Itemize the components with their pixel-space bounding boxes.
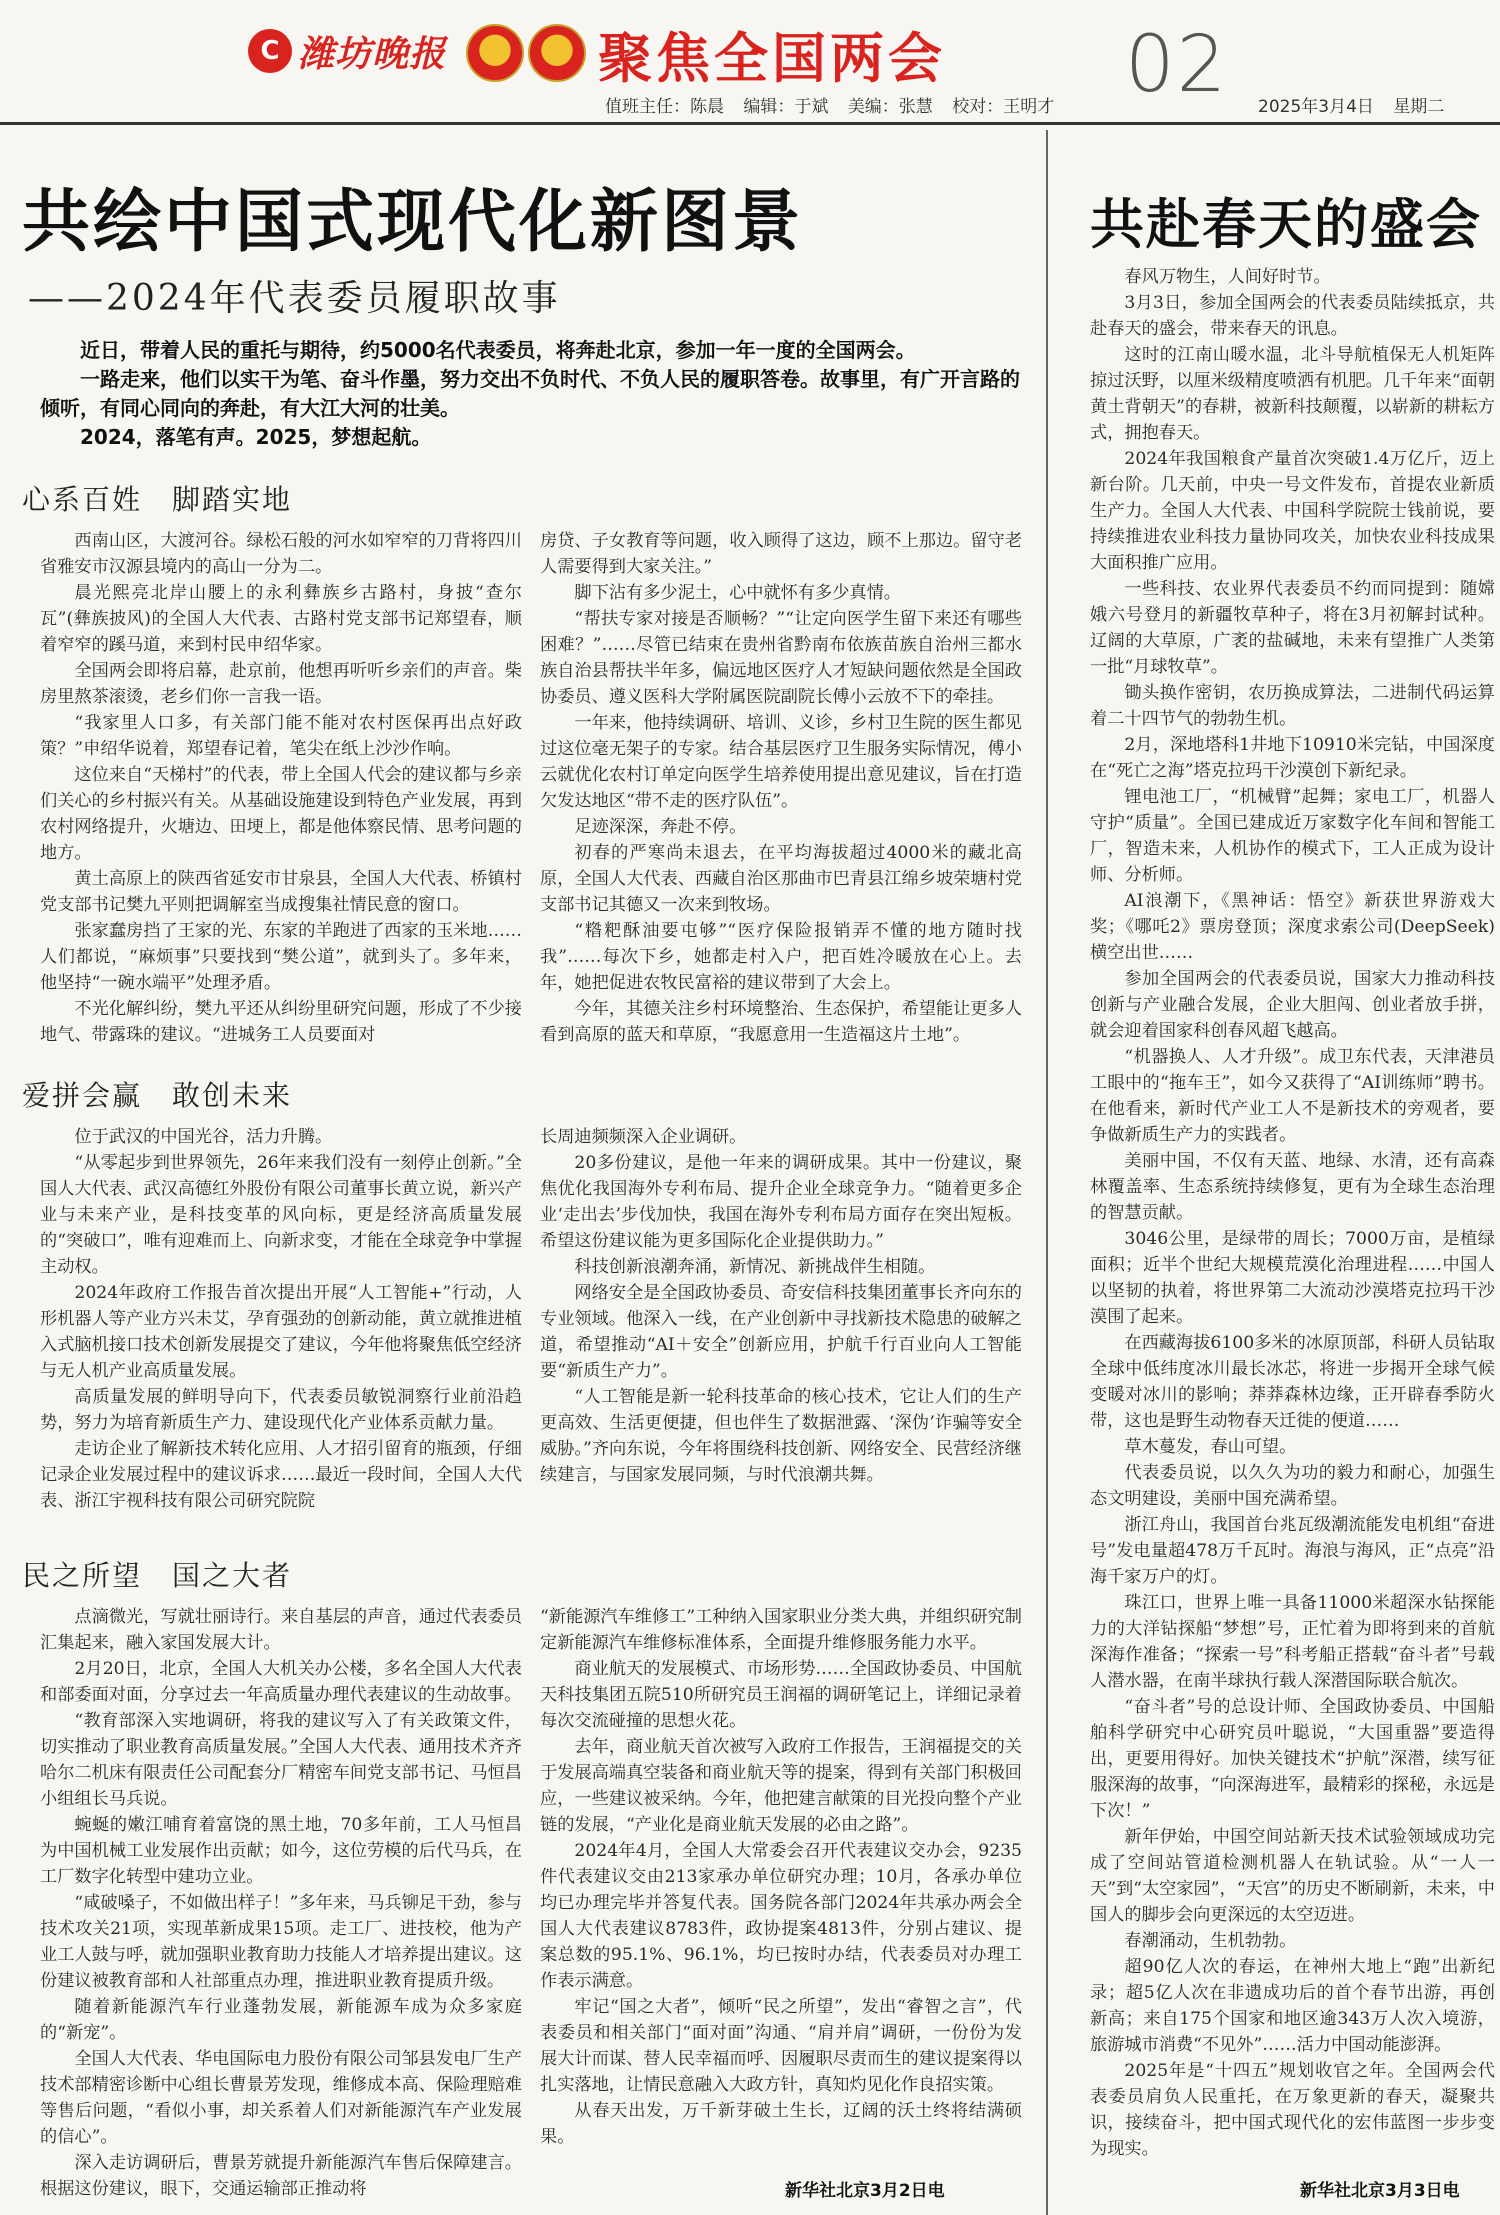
paragraph: 网络安全是全国政协委员、奇安信科技集团董事长齐向东的专业领域。他深入一线，在产业创新中寻找新技术隐患的破解之道，希望推动“AI＋安全”创新应用，护航千行百业向人工智能要“新质生产力”。 <box>540 1283 1022 1381</box>
column-divider <box>1046 130 1048 2215</box>
paragraph: 一些科技、农业界代表委员不约而同提到：随嫦娥六号登月的新疆牧草种子，将在3月初解封试种。辽阔的大草原，广袤的盐碱地，未来有望推广人类第一批“月球牧草”。 <box>1090 579 1495 677</box>
paragraph: 全国人大代表、华电国际电力股份有限公司邹县发电厂生产技术部精密诊断中心组长曹景芳发现，维修成本高、保险理赔难等售后问题，“看似小事，却关系着人们对新能源汽车产业发展的信心”。 <box>40 2049 522 2147</box>
paragraph: 点滴微光，写就壮丽诗行。来自基层的声音，通过代表委员汇集起来，融入家国发展大计。 <box>40 1607 522 1653</box>
paragraph: “奋斗者”号的总设计师、全国政协委员、中国船舶科学研究中心研究员叶聪说，“大国重器”要造得出，更要用得好。加快关键技术“护航”深潜，续写征服深海的故事，“向深海进军，最精彩的探秘，永远是下次！” <box>1090 1697 1495 1821</box>
paragraph: 代表委员说，以久久为功的毅力和耐心，加强生态文明建设，美丽中国充满希望。 <box>1090 1463 1495 1509</box>
paragraph: 初春的严寒尚未退去，在平均海拔超过4000米的藏北高原，全国人大代表、西藏自治区那曲市巴青县江绵乡坡荣塘村党支部书记其德又一次来到牧场。 <box>540 843 1022 915</box>
paragraph: 从春天出发，万千新芽破土生长，辽阔的沃土终将结满硕果。 <box>540 2101 1022 2147</box>
staff-art: 美编：张慧 <box>847 97 933 117</box>
section-title: 聚焦全国两会 <box>598 27 946 90</box>
weekday-text: 星期二 <box>1393 97 1445 117</box>
paragraph: “新能源汽车维修工”工种纳入国家职业分类大典，并组织研究制定新能源汽车维修标准体系，全面提升维修服务能力水平。 <box>540 1607 1022 1653</box>
paragraph: 2024年4月，全国人大常委会召开代表建议交办会，9235件代表建议交由213家承办单位研究办理；10月，各承办单位均已办理完毕并答复代表。国务院各部门2024年共承办两会全国人大代表建议8783件，政协提案4813件，分别占建议、提案总数的95.1%、96.1%，均已按时办结，代表委员对办理工作表示满意。 <box>540 1841 1022 1991</box>
right-story-byline: 新华社北京3月3日电 <box>1300 2181 1460 2201</box>
paragraph: AI浪潮下，《黑神话：悟空》新获世界游戏大奖；《哪吒2》票房登顶；深度求索公司(DeepSeek)横空出世…… <box>1090 891 1495 963</box>
paragraph: 2月20日，北京，全国人大机关办公楼，多名全国人大代表和部委面对面，分享过去一年高质量办理代表建议的生动故事。 <box>40 1659 522 1705</box>
paragraph: 去年，商业航天首次被写入政府工作报告，王润福提交的关于发展高端真空装备和商业航天等的提案，得到有关部门积极回应，一些建议被采纳。今年，他把建言献策的目光投向整个产业链的发展，“产业化是商业航天发展的必由之路”。 <box>540 1737 1022 1835</box>
masthead-divider <box>0 122 1500 125</box>
intro-lead <box>40 336 1030 452</box>
staff-duty: 值班主任：陈晨 <box>605 97 724 117</box>
main-subhead: ——2024年代表委员履职故事 <box>28 278 561 319</box>
section-heading-2: 爱拼会赢 敢创未来 <box>22 1079 293 1112</box>
paragraph: 这位来自“天梯村”的代表，带上全国人代会的建议都与乡亲们关心的乡村振兴有关。从基础设施建设到特色产业发展，再到农村网络提升，火塘边、田埂上，都是他体察民情、思考问题的地方。 <box>40 765 522 863</box>
intro-paragraph: 2024，落笔有声。2025，梦想起航。 <box>80 425 432 449</box>
section2-column-2 <box>540 1124 1022 1536</box>
left-story-byline: 新华社北京3月2日电 <box>785 2181 945 2201</box>
section-heading-1: 心系百姓 脚踏实地 <box>22 483 293 516</box>
issue-date <box>1258 92 1458 117</box>
paragraph: 长周迪频频深入企业调研。 <box>540 1127 747 1147</box>
paragraph: 2月，深地塔科1井地下10910米完钻，中国深度在“死亡之海”塔克拉玛干沙漠创下新纪录。 <box>1090 735 1495 781</box>
intro-paragraph: 一路走来，他们以实干为笔、奋斗作墨，努力交出不负时代、不负人民的履职答卷。故事里，有广开言路的倾听，有同心同向的奔赴，有大江大河的壮美。 <box>40 367 1020 420</box>
national-emblem-icon <box>466 24 524 82</box>
paragraph: “糌粑酥油要屯够”“医疗保险报销弄不懂的地方随时找我”……每次下乡，她都走村入户，把百姓冷暖放在心上。去年，她把促进农牧民富裕的建议带到了大会上。 <box>540 921 1022 993</box>
section3-column-2 <box>540 1604 1022 2164</box>
staff-credits <box>605 92 1068 117</box>
cppcc-emblem-icon <box>528 24 586 82</box>
sidebar-text <box>1090 264 1495 2162</box>
paragraph: 2024年政府工作报告首次提出开展“人工智能+”行动，人形机器人等产业方兴未艾，孕育强劲的创新动能，黄立就推进植入式脑机接口技术创新发展提交了建议，今年他将聚焦低空经济与无人机产业高质量发展。 <box>40 1283 522 1381</box>
paragraph: “人工智能是新一轮科技革命的核心技术，它让人们的生产更高效、生活更便捷，但也伴生了数据泄露、‘深伪’诈骗等安全威胁。”齐向东说，今年将围绕科技创新、网络安全、民营经济继续建言，与国家发展同频，与时代浪潮共舞。 <box>540 1387 1022 1485</box>
paragraph: 张家蠢房挡了王家的光、东家的羊跑进了西家的玉米地……人们都说，“麻烦事”只要找到“樊公道”，就到头了。多年来，他坚持“一碗水端平”处理矛盾。 <box>40 921 522 993</box>
paragraph: 美丽中国，不仅有天蓝、地绿、水清，还有高森林覆盖率、生态系统持续修复，更有为全球生态治理的智慧贡献。 <box>1090 1151 1495 1223</box>
masthead <box>0 0 1500 125</box>
paragraph: 锄头换作密钥，农历换成算法，二进制代码运算着二十四节气的勃勃生机。 <box>1090 683 1495 729</box>
paragraph: 位于武汉的中国光谷，活力升腾。 <box>74 1127 333 1147</box>
paragraph: 西南山区，大渡河谷。绿松石般的河水如窄窄的刀背将四川省雅安市汉源县境内的高山一分为二。 <box>40 531 522 577</box>
paragraph: 珠江口，世界上唯一具备11000米超深水钻探能力的大洋钻探船“梦想”号，正忙着为即将到来的首航深海作准备；“探索一号”科考船正搭载“奋斗者”号载人潜水器，在南半球执行载人深潜国际联合航次。 <box>1090 1593 1495 1691</box>
paragraph: 科技创新浪潮奔涌，新情况、新挑战伴生相随。 <box>574 1257 936 1277</box>
paragraph: 春潮涌动，生机勃勃。 <box>1124 1931 1297 1951</box>
paragraph: 草木蔓发，春山可望。 <box>1124 1437 1297 1457</box>
section-heading-3: 民之所望 国之大者 <box>22 1559 293 1592</box>
paragraph: “我家里人口多，有关部门能不能对农村医保再出点好政策？”申绍华说着，郑望春记着，笔尖在纸上沙沙作响。 <box>40 713 522 759</box>
paragraph: 全国两会即将启幕，赴京前，他想再听听乡亲们的声音。柴房里熬茶滚烫，老乡们你一言我一语。 <box>40 661 522 707</box>
paragraph: 新年伊始，中国空间站新天技术试验领域成功完成了空间站管道检测机器人在轨试验。从“一人一天”到“太空家园”，“天宫”的历史不断刷新，未来，中国人的脚步会向更深远的太空迈进。 <box>1090 1827 1495 1925</box>
staff-editor: 编辑：于斌 <box>743 97 829 117</box>
paragraph: 晨光熙亮北岸山腰上的永利彝族乡古路村，身披“查尔瓦”(彝族披风)的全国人大代表、古路村党支部书记郑望春，顺着窄窄的蹊马道，来到村民申绍华家。 <box>40 583 522 655</box>
paragraph: “从零起步到世界领先，26年来我们没有一刻停止创新。”全国人大代表、武汉高德红外股份有限公司董事长黄立说，新兴产业与未来产业，是科技变革的风向标，更是经济高质量发展的“突破口”，唯有迎难而上、向新求变，才能在全球竞争中掌握主动权。 <box>40 1153 522 1277</box>
paragraph: 3046公里，是绿带的周长；7000万亩，是植绿面积；近半个世纪大规模荒漠化治理进程……中国人以坚韧的执着，将世界第二大流动沙漠塔克拉玛干沙漠围了起来。 <box>1090 1229 1495 1327</box>
page-number: 02 <box>1125 20 1229 110</box>
paragraph: 2024年我国粮食产量首次突破1.4万亿斤，迈上新台阶。几天前，中央一号文件发布，首提农业新质生产力。全国人大代表、中国科学院院士钱前说，要持续推进农业科技力量协同攻关，加快农业科技成果大面积推广应用。 <box>1090 449 1495 573</box>
section2-column-1 <box>40 1124 522 1536</box>
paragraph: 不光化解纠纷，樊九平还从纠纷里研究问题，形成了不少接地气、带露珠的建议。“进城务工人员要面对 <box>40 999 522 1045</box>
newspaper-logo <box>248 22 446 80</box>
paragraph: 20多份建议，是他一年来的调研成果。其中一份建议，聚焦优化我国海外专利布局、提升企业全球竞争力。“随着更多企业‘走出去’步伐加快，我国在海外专利布局方面存在突出短板。希望这份建议能为更多国际化企业提供助力。” <box>540 1153 1022 1251</box>
paragraph: 浙江舟山，我国首台兆瓦级潮流能发电机组“奋进号”发电量超478万千瓦时。海浪与海风，正“点亮”沿海千家万户的灯。 <box>1090 1515 1495 1587</box>
intro-paragraph: 近日，带着人民的重托与期待，约5000名代表委员，将奔赴北京，参加一年一度的全国两会。 <box>80 338 916 362</box>
paragraph: “帮扶专家对接是否顺畅？”“让定向医学生留下来还有哪些困难？”……尽管已结束在贵州省黔南布依族苗族自治州三都水族自治县帮扶半年多，偏远地区医疗人才短缺问题依然是全国政协委员、遵义医科大学附属医院副院长傅小云放不下的牵挂。 <box>540 609 1022 707</box>
paragraph: 蜿蜒的嫩江哺育着富饶的黑土地，70多年前，工人马恒昌为中国机械工业发展作出贡献；如今，这位劳模的后代马兵，在工厂数字化转型中建功立业。 <box>40 1815 522 1887</box>
paragraph: 牢记“国之大者”，倾听“民之所望”，发出“睿智之言”，代表委员和相关部门“面对面”沟通、“肩并肩”调研，一份份为发展大计而谋、替人民幸福而呼、因履职尽责而生的建议提案得以扎实落地，让情民意融入大政方针，真知灼见化作良招实策。 <box>540 1997 1022 2095</box>
logo-text: 潍坊晚报 <box>298 33 447 75</box>
paragraph: 锂电池工厂，“机械臂”起舞；家电工厂，机器人守护“质量”。全国已建成近万家数字化车间和智能工厂，智造未来，人机协作的模式下，工人正成为设计师、分析师。 <box>1090 787 1495 885</box>
section3-column-1 <box>40 1604 522 2206</box>
paragraph: 春风万物生，人间好时节。 <box>1124 267 1331 287</box>
sidebar-headline: 共赴春天的盛会 <box>1090 193 1482 256</box>
section1-column-2 <box>540 528 1022 1052</box>
paragraph: “机器换人、人才升级”。成卫东代表，天津港员工眼中的“拖车王”，如今又获得了“AI训练师”聘书。在他看来，新时代产业工人不是新技术的旁观者，要争做新质生产力的实践者。 <box>1090 1047 1495 1145</box>
paragraph: “教育部深入实地调研，将我的建议写入了有关政策文件，切实推动了职业教育高质量发展。”全国人大代表、通用技术齐齐哈尔二机床有限责任公司配套分厂精密车间党支部书记、马恒昌小组组长马兵说。 <box>40 1711 522 1809</box>
paragraph: 商业航天的发展模式、市场形势……全国政协委员、中国航天科技集团五院510所研究员王润福的调研笔记上，详细记录着每次交流碰撞的思想火花。 <box>540 1659 1022 1731</box>
paragraph: 随着新能源汽车行业蓬勃发展，新能源车成为众多家庭的“新宠”。 <box>40 1997 522 2043</box>
section1-column-1 <box>40 528 522 1052</box>
paragraph: 黄土高原上的陕西省延安市甘泉县，全国人大代表、桥镇村党支部书记樊九平则把调解室当成搜集社情民意的窗口。 <box>40 869 522 915</box>
logo-icon: C <box>248 29 292 73</box>
sidebar-story-body <box>1090 264 1495 2174</box>
paragraph: “咸破嗓子，不如做出样子！”多年来，马兵铆足干劲，参与技术攻关21项，实现革新成果15项。走工厂、进技校，他为产业工人鼓与呼，就加强职业教育助力技能人才培养提出建议。这份建议被教育部和人社部重点办理，推进职业教育提质升级。 <box>40 1893 522 1991</box>
paragraph: 足迹深深，奔赴不停。 <box>574 817 747 837</box>
paragraph: 超90亿人次的春运，在神州大地上“跑”出新纪录；超5亿人次在非遗成功后的首个春节出游，再创新高；来自175个国家和地区逾343万人次入境游，旅游城市消费“不见外”……活力中国动能澎湃。 <box>1090 1957 1495 2055</box>
date-text: 2025年3月4日 <box>1258 97 1374 117</box>
paragraph: 脚下沾有多少泥土，心中就怀有多少真情。 <box>574 583 901 603</box>
paragraph: 走访企业了解新技术转化应用、人才招引留育的瓶颈，仔细记录企业发展过程中的建议诉求……最近一段时间，全国人大代表、浙江宇视科技有限公司研究院院 <box>40 1439 522 1511</box>
paragraph: 深入走访调研后，曹景芳就提升新能源汽车售后保障建言。根据这份建议，眼下，交通运输部正推动将 <box>40 2153 522 2199</box>
paragraph: 一年来，他持续调研、培训、义诊，乡村卫生院的医生都见过这位毫无架子的专家。结合基层医疗卫生服务实际情况，傅小云就优化农村订单定向医学生培养使用提出意见建议，旨在打造欠发达地区“带不走的医疗队伍”。 <box>540 713 1022 811</box>
main-headline: 共绘中国式现代化新图景 <box>22 183 804 262</box>
paragraph: 在西藏海拔6100多米的冰原顶部，科研人员钻取全球中低纬度冰川最长冰芯，将进一步揭开全球气候变暖对冰川的影响；莽莽森林边缘，正开辟春季防火带，这也是野生动物春天迁徙的便道…… <box>1090 1333 1495 1431</box>
paragraph: 3月3日，参加全国两会的代表委员陆续抵京，共赴春天的盛会，带来春天的讯息。 <box>1090 293 1495 339</box>
paragraph: 参加全国两会的代表委员说，国家大力推动科技创新与产业融合发展，企业大胆闯、创业者放手拼，就会迎着国家科创春风超飞越高。 <box>1090 969 1495 1041</box>
paragraph: 高质量发展的鲜明导向下，代表委员敏锐洞察行业前沿趋势，努力为培育新质生产力、建设现代化产业体系贡献力量。 <box>40 1387 522 1433</box>
paragraph: 今年，其德关注乡村环境整治、生态保护，希望能让更多人看到高原的蓝天和草原，“我愿意用一生造福这片土地”。 <box>540 999 1022 1045</box>
staff-proof: 校对：王明才 <box>952 97 1055 117</box>
paragraph: 房贷、子女教育等问题，收入顾得了这边，顾不上那边。留守老人需要得到大家关注。” <box>540 531 1022 577</box>
paragraph: 这时的江南山暖水温，北斗导航植保无人机矩阵掠过沃野，以厘米级精度喷洒有机肥。几千年来“面朝黄土背朝天”的春耕，被新科技颠覆，以崭新的耕耘方式，拥抱春天。 <box>1090 345 1495 443</box>
paragraph: 2025年是“十四五”规划收官之年。全国两会代表委员肩负人民重托，在万象更新的春天，凝聚共识，接续奋斗，把中国式现代化的宏伟蓝图一步步变为现实。 <box>1090 2061 1495 2159</box>
